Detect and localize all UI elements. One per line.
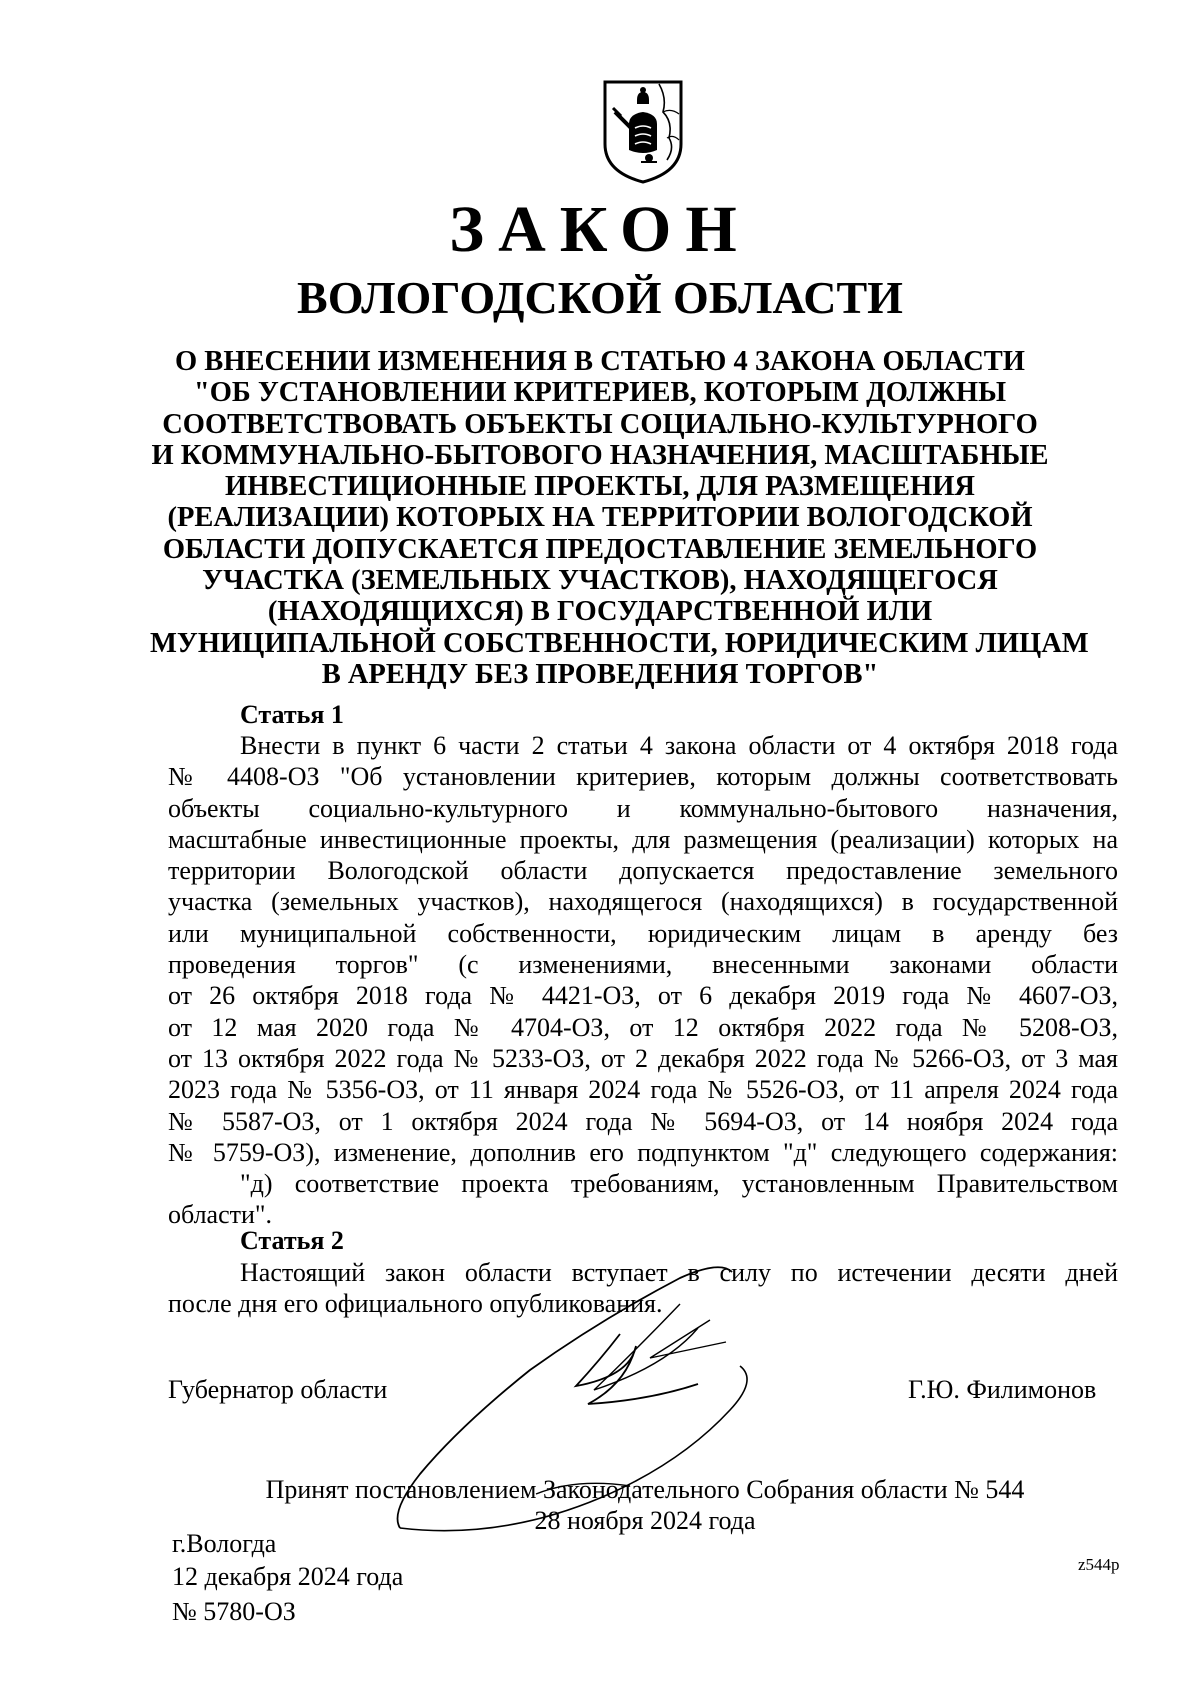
text-line: № 5587-ОЗ, от 1 октября 2024 года № 5694-ОЗ, от 14 ноября 2024 года [168, 1106, 1118, 1136]
text-line: 2023 года № 5356-ОЗ, от 11 января 2024 года № 5526-ОЗ, от 11 апреля 2024 года [168, 1075, 1118, 1105]
document-number: № 5780-ОЗ [172, 1597, 296, 1626]
document-code: z544p [1078, 1555, 1120, 1574]
document-city: г.Вологда [172, 1529, 277, 1558]
signer-position: Губернатор области [168, 1375, 388, 1404]
text-line: № 4408-ОЗ "Об установлении критериев, которым должны соответствовать [168, 762, 1118, 792]
text-line: территории Вологодской области допускается предоставление земельного [168, 856, 1118, 886]
subject-line: МУНИЦИПАЛЬНОЙ СОБСТВЕННОСТИ, ЮРИДИЧЕСКИМ ЛИЦАМ [150, 627, 1089, 659]
subject-line: (НАХОДЯЩИХСЯ) В ГОСУДАРСТВЕННОЙ ИЛИ [267, 596, 933, 628]
subject-line: И КОММУНАЛЬНО-БЫТОВОГО НАЗНАЧЕНИЯ, МАСШТАБНЫЕ [151, 439, 1049, 471]
document-subtitle: ВОЛОГОДСКОЙ ОБЛАСТИ [297, 272, 903, 323]
law-subject-title [150, 346, 1089, 690]
article-1-heading: Статья 1 [240, 700, 344, 729]
subject-line: В АРЕНДУ БЕЗ ПРОВЕДЕНИЯ ТОРГОВ" [321, 658, 879, 690]
article-2-heading: Статья 2 [240, 1226, 344, 1255]
document-date: 12 декабря 2024 года [172, 1562, 404, 1591]
subject-line: ОБЛАСТИ ДОПУСКАЕТСЯ ПРЕДОСТАВЛЕНИЕ ЗЕМЕЛЬНОГО [162, 533, 1038, 565]
subject-line: О ВНЕСЕНИИ ИЗМЕНЕНИЯ В СТАТЬЮ 4 ЗАКОНА ОБЛАСТИ [175, 346, 1025, 377]
text-line: проведения торгов" (с изменениями, внесенными законами области [168, 950, 1118, 980]
text-line: Внести в пункт 6 части 2 статьи 4 закона области от 4 октября 2018 года [240, 731, 1118, 760]
text-line: "д) соответствие проекта требованиям, установленным Правительством [240, 1169, 1118, 1199]
text-line: или муниципальной собственности, юридическим лицам в аренду без [168, 918, 1118, 948]
subject-line: СООТВЕТСТВОВАТЬ ОБЪЕКТЫ СОЦИАЛЬНО-КУЛЬТУРНОГО [162, 408, 1038, 440]
adoption-line: Принят постановлением Законодательного Собрания области № 544 [265, 1475, 1025, 1504]
subject-line: "ОБ УСТАНОВЛЕНИИ КРИТЕРИЕВ, КОТОРЫМ ДОЛЖНЫ [193, 377, 1007, 409]
text-line: от 12 мая 2020 года № 4704-ОЗ, от 12 октября 2022 года № 5208-ОЗ, [168, 1012, 1118, 1042]
text-line: от 26 октября 2018 года № 4421-ОЗ, от 6 декабря 2019 года № 4607-ОЗ, [168, 981, 1118, 1011]
article-1-text [168, 730, 1118, 1231]
coat-of-arms-icon [601, 78, 685, 186]
text-line: области". [168, 1200, 273, 1230]
adoption-date: 28 ноября 2024 года [534, 1506, 756, 1535]
text-line: от 13 октября 2022 года № 5233-ОЗ, от 2 декабря 2022 года № 5266-ОЗ, от 3 мая [168, 1043, 1118, 1073]
text-line: Настоящий закон области вступает в силу по истечении десяти дней [240, 1258, 1118, 1287]
subject-line: УЧАСТКА (ЗЕМЕЛЬНЫХ УЧАСТКОВ), НАХОДЯЩЕГОСЯ [202, 565, 998, 597]
text-line: участка (земельных участков), находящегося (находящихся) в государственной [168, 887, 1118, 917]
subject-line: ИНВЕСТИЦИОННЫЕ ПРОЕКТЫ, ДЛЯ РАЗМЕЩЕНИЯ [225, 471, 975, 503]
text-line: объекты социально-культурного и коммунально-бытового назначения, [168, 793, 1118, 823]
subject-line: (РЕАЛИЗАЦИИ) КОТОРЫХ НА ТЕРРИТОРИИ ВОЛОГОДСКОЙ [167, 502, 1033, 534]
signature-scribble-icon [380, 1250, 770, 1550]
text-line: после дня его официального опубликования. [168, 1289, 663, 1319]
text-line: № 5759-ОЗ), изменение, дополнив его подпунктом "д" следующего содержания: [168, 1137, 1118, 1167]
document-title: ЗАКОН [449, 193, 751, 266]
signer-name: Г.Ю. Филимонов [908, 1375, 1097, 1404]
text-line: масштабные инвестиционные проекты, для размещения (реализации) которых на [168, 824, 1118, 854]
